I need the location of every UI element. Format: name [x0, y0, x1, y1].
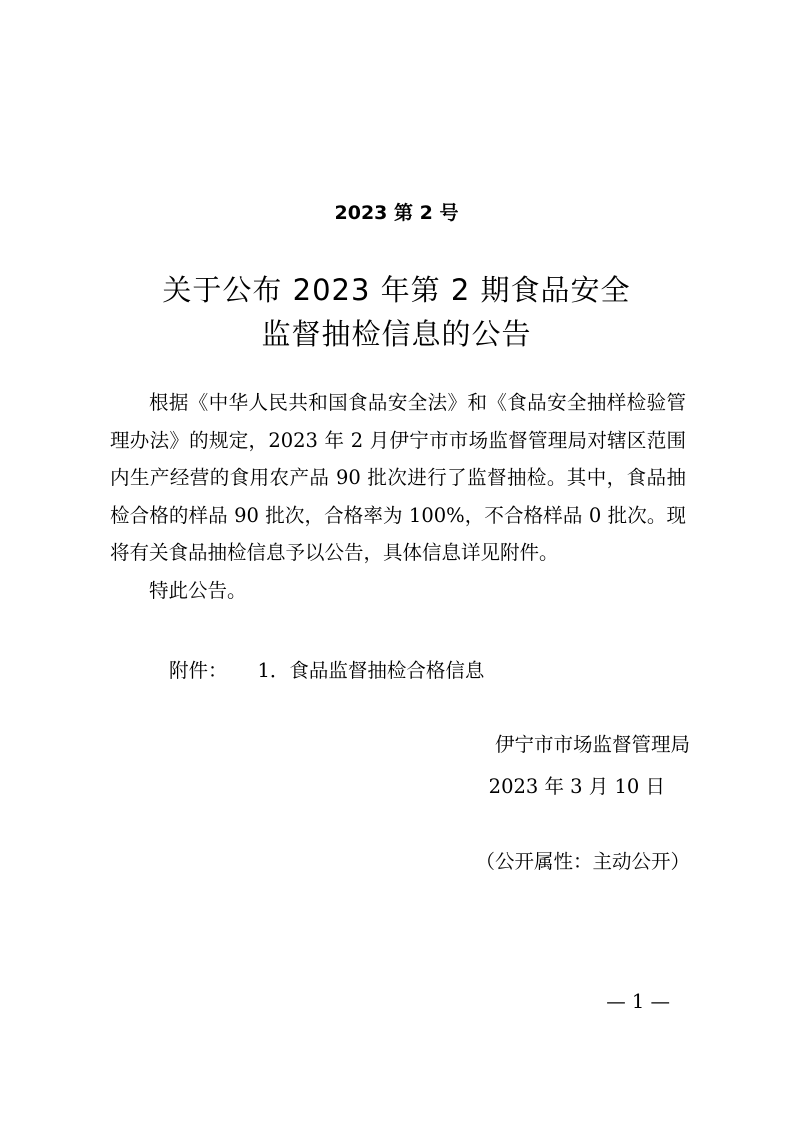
attachment-label: 附件： [169, 659, 228, 682]
title-line-2: 监督抽检信息的公告 [261, 317, 532, 351]
signature-date: 2023 年 3 月 10 日 [488, 775, 665, 798]
body-paragraph: 根据《中华人民共和国食品安全法》和《食品安全抽样检验管理办法》的规定，2023 年 2 月伊宁市市场监督管理局对辖区范围内生产经营的食用农产品 90 批次进行了监督抽检。其中，食品抽检合格的样品 90 批次，合格率为 100%，不合格样品 0 批次。现将有关食品抽检信息予以公告，具体信息详见附件。 [110, 391, 686, 565]
disclosure-attribute: （公开属性：主动公开） [475, 850, 690, 873]
title-line-1: 关于公布 2023 年第 2 期食品安全 [162, 273, 631, 307]
document-title [0, 268, 793, 356]
signature-organization: 伊宁市市场监督管理局 [494, 733, 690, 756]
document-body [110, 384, 686, 610]
attachment-item: 1．食品监督抽检合格信息 [257, 659, 485, 682]
page-number: — 1 — [606, 990, 670, 1013]
document-number: 2023 第 2 号 [334, 202, 459, 224]
body-paragraph: 特此公告。 [149, 578, 247, 602]
attachment-line [169, 656, 484, 686]
